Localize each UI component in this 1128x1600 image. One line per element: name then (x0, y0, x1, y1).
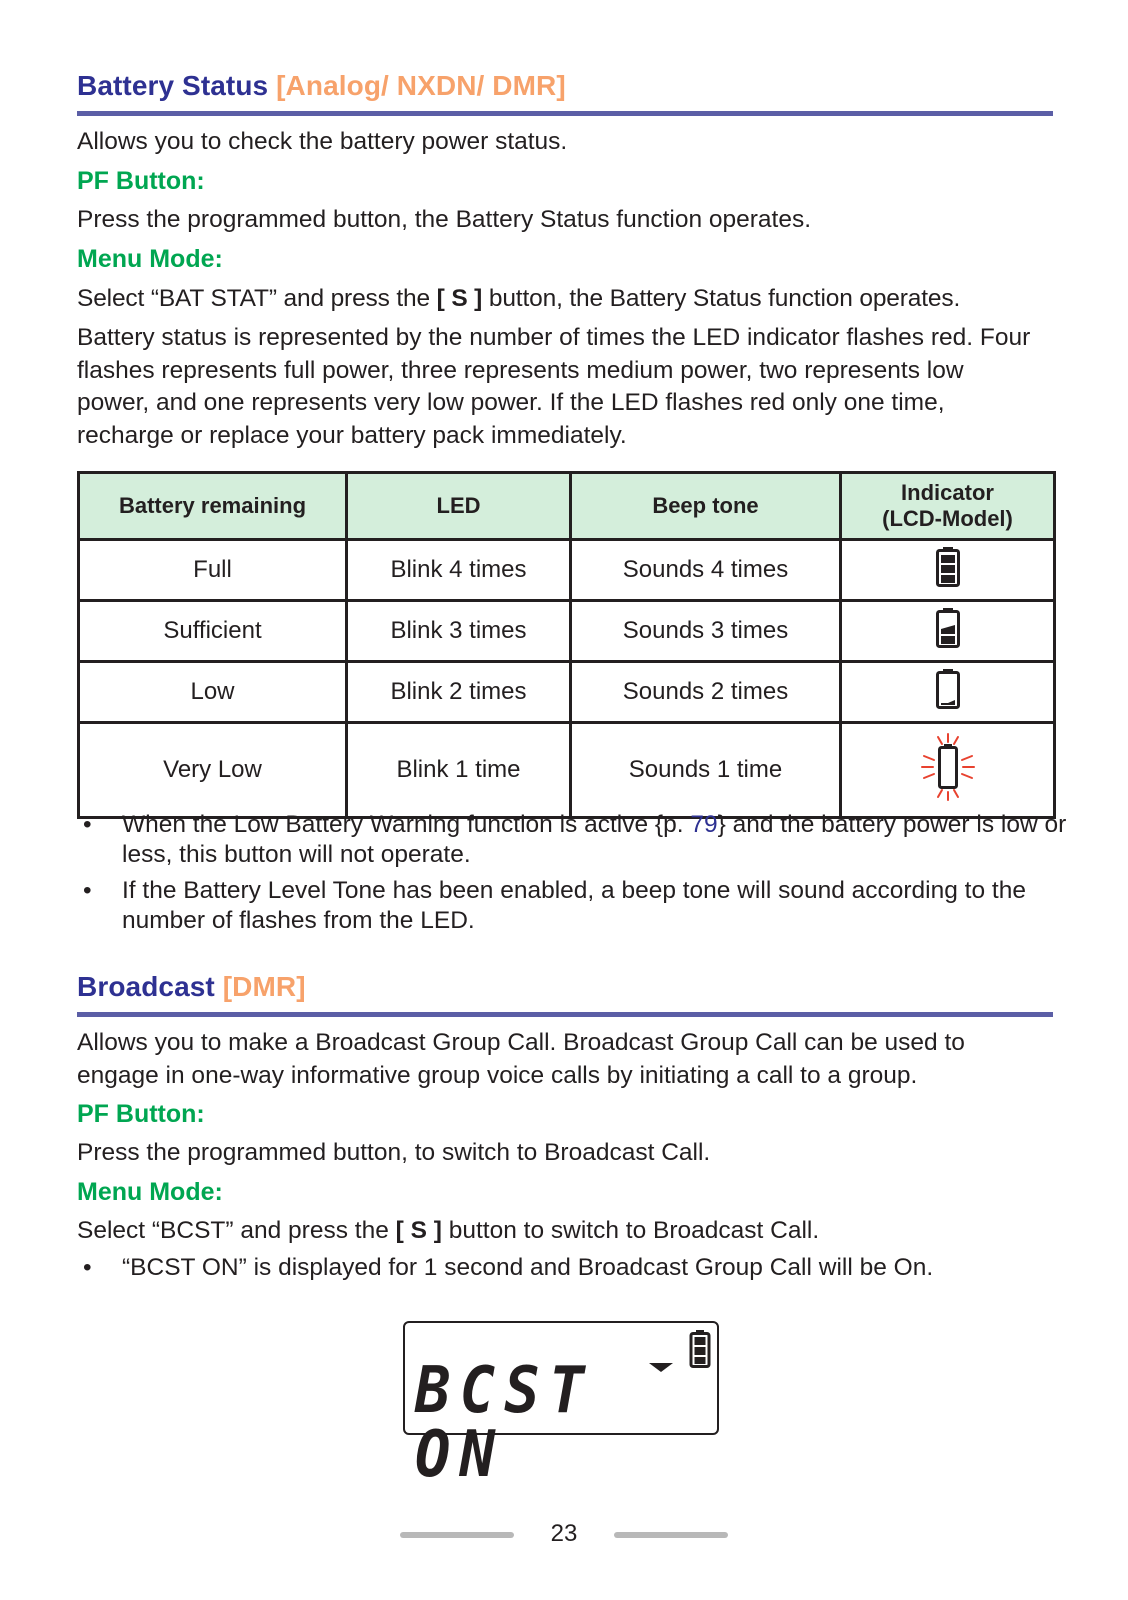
table-row (79, 723, 1055, 818)
page-number: 23 (550, 1520, 578, 1547)
menu-mode-heading: Menu Mode: (77, 245, 223, 273)
broadcast-notes (77, 1253, 1072, 1283)
footer-rule-right (614, 1532, 728, 1538)
lcd-indicator-arrow-icon (649, 1363, 673, 1372)
cell-indicator (841, 601, 1055, 662)
section-rule (77, 111, 1053, 116)
menu-mode-heading: Menu Mode: (77, 1178, 223, 1206)
pf-button-text: Press the programmed button, the Battery Status function operates. (77, 206, 812, 233)
battery-status-heading (77, 70, 566, 102)
cell-led: Blink 2 times (347, 662, 571, 723)
battery-status-table (77, 471, 1056, 819)
footer-rule-left (400, 1532, 514, 1538)
list-item: • “BCST ON” is displayed for 1 second and Broadcast Group Call will be On. (83, 1254, 934, 1281)
page-reference-link[interactable]: 79 (690, 811, 718, 838)
pf-button-heading: PF Button: (77, 1100, 205, 1128)
cell-led: Blink 3 times (347, 601, 571, 662)
lcd-display (403, 1321, 719, 1492)
menu-mode-text: Select “BAT STAT” and press the [ S ] button, the Battery Status function operates. (77, 285, 961, 312)
pf-button-text: Press the programmed button, to switch to Broadcast Call. (77, 1139, 711, 1166)
s-key: [ S ] (436, 285, 483, 312)
header-indicator: Indicator (LCD-Model) (841, 473, 1055, 540)
table-row (79, 601, 1055, 662)
cell-remaining: Very Low (79, 723, 347, 818)
battery-full-icon (935, 546, 961, 588)
cell-beep: Sounds 3 times (571, 601, 841, 662)
section-rule (77, 1012, 1053, 1017)
cell-remaining: Sufficient (79, 601, 347, 662)
cell-beep: Sounds 4 times (571, 540, 841, 601)
cell-beep: Sounds 1 time (571, 723, 841, 818)
battery-low-icon (935, 668, 961, 710)
cell-indicator (841, 540, 1055, 601)
bullet-dot: • (83, 1254, 92, 1281)
list-item: • When the Low Battery Warning function is active {p. 79} and the battery power is low or less, this button will not operate. (83, 811, 1067, 868)
cell-remaining: Low (79, 662, 347, 723)
bullet-dot: • (83, 877, 92, 904)
cell-indicator (841, 662, 1055, 723)
battery-notes (77, 810, 1072, 936)
cell-beep: Sounds 2 times (571, 662, 841, 723)
header-beep-tone: Beep tone (571, 473, 841, 540)
lcd-text: BCST ON (415, 1354, 594, 1492)
table-header-row (79, 473, 1055, 540)
table-row (79, 662, 1055, 723)
s-key: [ S ] (395, 1217, 442, 1244)
cell-led: Blink 4 times (347, 540, 571, 601)
battery-sufficient-icon (935, 607, 961, 649)
battery-very-low-flashing-icon (920, 732, 976, 802)
battery-status-tag: [Analog/ NXDN/ DMR] (276, 70, 566, 101)
broadcast-intro: Allows you to make a Broadcast Group Call. Broadcast Group Call can be used to engage in one-way informative group voice calls by initiating a call to a group. (77, 1029, 965, 1089)
header-led: LED (347, 473, 571, 540)
menu-mode-text: Select “BCST” and press the [ S ] button to switch to Broadcast Call. (77, 1217, 820, 1244)
battery-description: Battery status is represented by the number of times the LED indicator flashes red. Four flashes represents full power, three represents medium power, two represents low power, and one represents very low power. If the LED flashes red only one time, recharge or replace your battery pack immediately. (77, 324, 1031, 449)
header-battery-remaining: Battery remaining (79, 473, 347, 540)
broadcast-title: Broadcast (77, 971, 215, 1002)
pf-button-heading: PF Button: (77, 167, 205, 195)
battery-full-icon (689, 1329, 711, 1369)
cell-indicator (841, 723, 1055, 818)
cell-remaining: Full (79, 540, 347, 601)
list-item: • If the Battery Level Tone has been enabled, a beep tone will sound according to the number of flashes from the LED. (83, 877, 1026, 934)
bullet-dot: • (83, 811, 92, 838)
table-row (79, 540, 1055, 601)
battery-status-title: Battery Status (77, 70, 269, 101)
cell-led: Blink 1 time (347, 723, 571, 818)
broadcast-heading (77, 971, 306, 1003)
battery-status-intro: Allows you to check the battery power status. (77, 128, 568, 155)
broadcast-tag: [DMR] (222, 971, 306, 1002)
